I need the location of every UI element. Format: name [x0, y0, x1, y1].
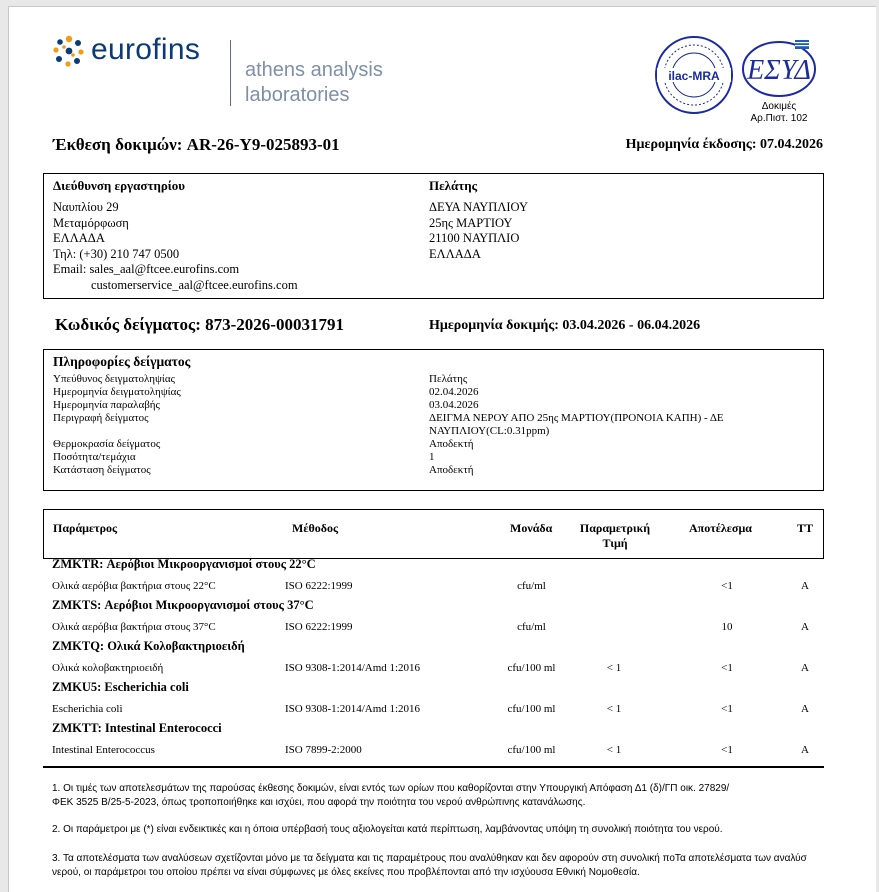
- cell-param: Escherichia coli: [52, 703, 123, 715]
- col-unit: Μονάδα: [510, 521, 553, 535]
- cell-param: Ολικά αερόβια βακτήρια στους 22°C: [52, 580, 216, 592]
- cell-result: <1: [721, 703, 733, 715]
- client-line: ΔΕΥΑ ΝΑΥΠΛΙΟΥ: [429, 200, 528, 214]
- cell-method: ISO 6222:1999: [285, 580, 353, 592]
- esyd-label: ΕΣΥΔ: [747, 55, 811, 86]
- report-page: [8, 6, 876, 892]
- lab-email: Email: sales_aal@ftcee.eurofins.com: [53, 262, 240, 276]
- client-address: [429, 200, 528, 262]
- note-3: 3. Τα αποτελέσματα των αναλύσεων σχετίζονται μόνο με τα δείγματα και τις παραμέτρους που αναλύθηκαν και δεν αφορούν στη συνολική ποΤα αποτελέσματα των αναλύσ νερού, οι παράμετροι του οποίου πρέπει να είναι σύμφωνες με όλες εκείνες που προβλέπονται από την ισχύουσα Εθνική Νομοθεσία.: [52, 853, 807, 878]
- note-1: 1. Οι τιμές των αποτελεσμάτων της παρούσας έκθεσης δοκιμών, είναι εντός των ορίων που καθορίζονται στην Υπουργική Απόφαση Δ1 (δ)/ΓΠ οικ. 27829/ ΦΕΚ 3525 Β/25-5-2023, όπως τροποποιήθηκε και ισχύει, που αφορά την ποιότητα του νερού ανθρώπινης κατανάλωσης.: [52, 783, 730, 808]
- group-title: ZMKTR: Αερόβιοι Μικροοργανισμοί στους 22°C: [52, 557, 316, 571]
- cell-method: ISO 7899-2:2000: [285, 744, 362, 756]
- group-title: ZMKU5: Escherichia coli: [52, 680, 189, 694]
- info-row: Ποσότητα/τεμάχια 1: [53, 451, 435, 463]
- cell-tt: A: [801, 621, 809, 633]
- brand-subtitle-2: laboratories: [245, 84, 350, 106]
- cell-tt: A: [801, 703, 809, 715]
- cell-result: <1: [721, 744, 733, 756]
- lab-line: Τηλ: (+30) 210 747 0500: [53, 246, 180, 261]
- report-title: Έκθεση δοκιμών: AR-26-Y9-025893-01: [53, 135, 340, 154]
- lab-line: Ναυπλίου 29: [53, 200, 119, 214]
- col-param: Παράμετρος: [53, 521, 118, 535]
- sample-code: Κωδικός δείγματος: 873-2026-00031791: [55, 315, 344, 334]
- sample-info-rows: [53, 373, 813, 477]
- info-row: Υπεύθυνος δειγματοληψίας Πελάτης: [53, 373, 468, 385]
- esyd-cert: Αρ.Πιστ. 102: [750, 113, 808, 124]
- sample-info-box: [43, 349, 824, 491]
- cell-tt: A: [801, 744, 809, 756]
- cell-param: Intestinal Enterococcus: [52, 744, 155, 756]
- col-method: Μέθοδος: [292, 521, 339, 535]
- esyd-tests: Δοκιμές: [761, 101, 797, 112]
- cell-pv: < 1: [606, 703, 622, 715]
- cell-pv: < 1: [606, 744, 622, 756]
- info-row: Ημερομηνία δειγματοληψίας 02.04.2026: [53, 386, 479, 398]
- cell-method: ISO 9308-1:2014/Amd 1:2016: [285, 703, 421, 715]
- col-result: Αποτέλεσμα: [689, 521, 752, 535]
- ilac-label: ilac-MRA: [668, 69, 720, 83]
- cell-method: ISO 6222:1999: [285, 621, 353, 633]
- brand-subtitle-1: athens analysis: [245, 59, 383, 81]
- group-title: ZMKTQ: Ολικά Κολοβακτηριοειδή: [52, 639, 245, 653]
- cell-unit: cfu/ml: [517, 580, 546, 592]
- cell-result: <1: [721, 580, 733, 592]
- lab-heading: Διεύθυνση εργαστηρίου: [53, 178, 186, 193]
- info-row: Κατάσταση δείγματος Αποδεκτή: [53, 464, 474, 476]
- address-box: [43, 173, 824, 299]
- client-line: ΕΛΛΑΔΑ: [429, 246, 481, 261]
- cell-tt: A: [801, 580, 809, 592]
- group-title: ZMKTT: Intestinal Enterococci: [52, 721, 222, 735]
- results-header-box: [43, 509, 824, 559]
- info-row: Ημερομηνία παραλαβής 03.04.2026: [53, 399, 479, 411]
- lab-email-2: customerservice_aal@ftcee.eurofins.com: [91, 277, 298, 292]
- cell-method: ISO 9308-1:2014/Amd 1:2016: [285, 662, 421, 674]
- info-row: Περιγραφή δείγματος ΔΕΙΓΜΑ ΝΕΡΟΥ ΑΠΟ 25ης ΜΑΡΤΙΟΥ(ΠΡΟΝΟΙΑ ΚΑΠΗ) - ΔΕ ΝΑΥΠΛΙΟΥ(CL:0.31ppm): [53, 412, 724, 437]
- ilac-mra-icon: [654, 35, 734, 115]
- cell-unit: cfu/100 ml: [507, 744, 556, 756]
- esyd-logo-icon: [739, 37, 819, 99]
- client-heading: Πελάτης: [429, 178, 478, 193]
- group-title: ZMKTS: Αερόβιοι Μικροοργανισμοί στους 37°C: [52, 598, 314, 612]
- note-2: 2. Οι παράμετροι με (*) είναι ενδεικτικές και η όποια υπέρβασή τους αξιολογείται κατά περίπτωση, λαμβάνοντας υπόψη τη συνολική ποιότητα του νερού.: [52, 824, 723, 835]
- lab-address: [53, 200, 298, 293]
- test-date: Ημερομηνία δοκιμής: 03.04.2026 - 06.04.2026: [429, 318, 701, 333]
- cell-result: <1: [721, 662, 733, 674]
- issue-date: Ημερομηνία έκδοσης: 07.04.2026: [625, 137, 823, 152]
- logo-divider: [230, 40, 231, 106]
- sample-info-heading: Πληροφορίες δείγματος: [53, 354, 191, 369]
- cell-param: Ολικά αερόβια βακτήρια στους 37°C: [52, 621, 216, 633]
- cell-unit: cfu/ml: [517, 621, 546, 633]
- eurofins-logo-icon: [52, 34, 86, 68]
- col-param-value: Παραμετρική Τιμή: [579, 521, 651, 550]
- cell-param: Ολικά κολοβακτηριοειδή: [52, 662, 164, 674]
- info-row: Θερμοκρασία δείγματος Αποδεκτή: [53, 438, 474, 450]
- cell-unit: cfu/100 ml: [507, 662, 556, 674]
- lab-line: Μεταμόρφωση: [53, 215, 129, 230]
- client-line: 21100 ΝΑΥΠΛΙΟ: [429, 231, 520, 245]
- cell-tt: A: [801, 662, 809, 674]
- lab-line: ΕΛΛΑΔΑ: [53, 231, 105, 245]
- table-bottom-rule: [43, 766, 824, 768]
- cell-unit: cfu/100 ml: [507, 703, 556, 715]
- cell-result: 10: [721, 621, 733, 633]
- brand-name: eurofins: [91, 33, 201, 66]
- client-line: 25ης ΜΑΡΤΙΟΥ: [429, 215, 513, 230]
- col-tt: ΤΤ: [797, 521, 814, 535]
- cell-pv: < 1: [606, 662, 622, 674]
